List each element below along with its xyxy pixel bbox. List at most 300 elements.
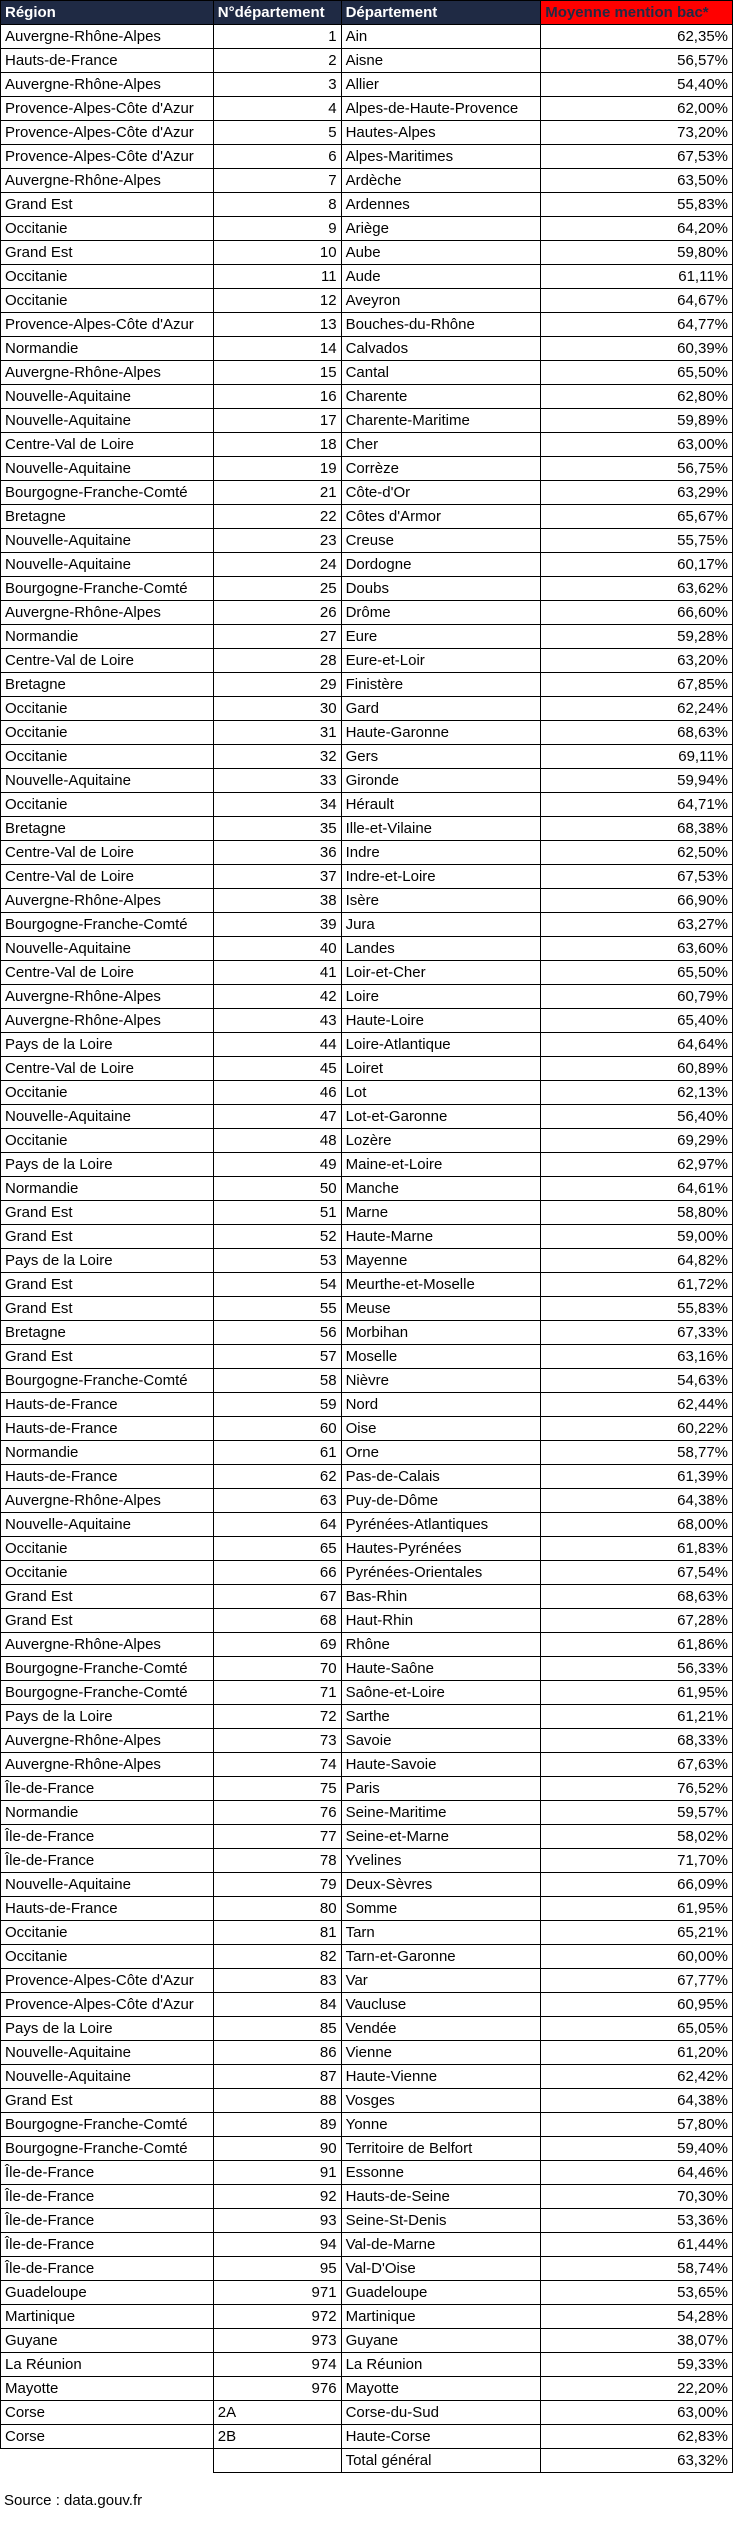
moyenne-cell[interactable]: 67,85% — [541, 673, 733, 697]
region-cell[interactable]: Bourgogne-Franche-Comté — [1, 1657, 214, 1681]
moyenne-cell[interactable]: 58,74% — [541, 2257, 733, 2281]
numero-cell[interactable]: 2B — [213, 2425, 341, 2449]
numero-cell[interactable]: 92 — [213, 2185, 341, 2209]
header-moyenne[interactable]: Moyenne mention bac* — [541, 1, 733, 25]
departement-cell[interactable]: Dordogne — [341, 553, 541, 577]
departement-cell[interactable]: Orne — [341, 1441, 541, 1465]
numero-cell[interactable]: 39 — [213, 913, 341, 937]
numero-cell[interactable]: 72 — [213, 1705, 341, 1729]
moyenne-cell[interactable]: 66,90% — [541, 889, 733, 913]
region-cell[interactable]: Occitanie — [1, 1561, 214, 1585]
departement-cell[interactable]: Vendée — [341, 2017, 541, 2041]
region-cell[interactable]: Nouvelle-Aquitaine — [1, 553, 214, 577]
departement-cell[interactable]: Gironde — [341, 769, 541, 793]
numero-cell[interactable]: 971 — [213, 2281, 341, 2305]
departement-cell[interactable]: Oise — [341, 1417, 541, 1441]
region-cell[interactable]: Normandie — [1, 625, 214, 649]
departement-cell[interactable]: Haute-Savoie — [341, 1753, 541, 1777]
numero-cell[interactable]: 49 — [213, 1153, 341, 1177]
numero-cell[interactable]: 88 — [213, 2089, 341, 2113]
moyenne-cell[interactable]: 59,33% — [541, 2353, 733, 2377]
numero-cell[interactable]: 61 — [213, 1441, 341, 1465]
departement-cell[interactable]: Ain — [341, 25, 541, 49]
departement-cell[interactable]: Aveyron — [341, 289, 541, 313]
departement-cell[interactable]: Corse-du-Sud — [341, 2401, 541, 2425]
region-cell[interactable]: Nouvelle-Aquitaine — [1, 409, 214, 433]
moyenne-cell[interactable]: 67,54% — [541, 1561, 733, 1585]
departement-cell[interactable]: Puy-de-Dôme — [341, 1489, 541, 1513]
departement-cell[interactable]: Morbihan — [341, 1321, 541, 1345]
moyenne-cell[interactable]: 55,83% — [541, 193, 733, 217]
departement-cell[interactable]: Doubs — [341, 577, 541, 601]
departement-cell[interactable]: Martinique — [341, 2305, 541, 2329]
departement-cell[interactable]: Seine-et-Marne — [341, 1825, 541, 1849]
numero-cell[interactable]: 4 — [213, 97, 341, 121]
numero-cell[interactable]: 89 — [213, 2113, 341, 2137]
departement-cell[interactable]: Sarthe — [341, 1705, 541, 1729]
numero-cell[interactable]: 38 — [213, 889, 341, 913]
total-value[interactable]: 63,32% — [541, 2449, 733, 2473]
region-cell[interactable]: Occitanie — [1, 265, 214, 289]
numero-cell[interactable]: 27 — [213, 625, 341, 649]
numero-cell[interactable]: 23 — [213, 529, 341, 553]
region-cell[interactable]: Bourgogne-Franche-Comté — [1, 1369, 214, 1393]
numero-cell[interactable]: 71 — [213, 1681, 341, 1705]
departement-cell[interactable]: Hauts-de-Seine — [341, 2185, 541, 2209]
region-cell[interactable]: Bretagne — [1, 1321, 214, 1345]
departement-cell[interactable]: Pas-de-Calais — [341, 1465, 541, 1489]
departement-cell[interactable]: Nord — [341, 1393, 541, 1417]
moyenne-cell[interactable]: 67,33% — [541, 1321, 733, 1345]
region-cell[interactable]: Bourgogne-Franche-Comté — [1, 2137, 214, 2161]
numero-cell[interactable]: 44 — [213, 1033, 341, 1057]
region-cell[interactable]: Auvergne-Rhône-Alpes — [1, 1729, 214, 1753]
numero-cell[interactable]: 70 — [213, 1657, 341, 1681]
moyenne-cell[interactable]: 58,80% — [541, 1201, 733, 1225]
region-cell[interactable]: Île-de-France — [1, 1825, 214, 1849]
region-cell[interactable]: Normandie — [1, 1177, 214, 1201]
region-cell[interactable]: Bretagne — [1, 673, 214, 697]
region-cell[interactable]: Provence-Alpes-Côte d'Azur — [1, 97, 214, 121]
departement-cell[interactable]: Aude — [341, 265, 541, 289]
moyenne-cell[interactable]: 60,17% — [541, 553, 733, 577]
moyenne-cell[interactable]: 65,50% — [541, 961, 733, 985]
numero-cell[interactable]: 10 — [213, 241, 341, 265]
region-cell[interactable]: Normandie — [1, 337, 214, 361]
departement-cell[interactable]: Haute-Corse — [341, 2425, 541, 2449]
region-cell[interactable]: Centre-Val de Loire — [1, 649, 214, 673]
numero-cell[interactable]: 69 — [213, 1633, 341, 1657]
numero-cell[interactable]: 36 — [213, 841, 341, 865]
region-cell[interactable]: Occitanie — [1, 1945, 214, 1969]
numero-cell[interactable]: 45 — [213, 1057, 341, 1081]
region-cell[interactable]: Grand Est — [1, 2089, 214, 2113]
numero-cell[interactable]: 9 — [213, 217, 341, 241]
moyenne-cell[interactable]: 59,00% — [541, 1225, 733, 1249]
region-cell[interactable]: Centre-Val de Loire — [1, 433, 214, 457]
moyenne-cell[interactable]: 63,27% — [541, 913, 733, 937]
moyenne-cell[interactable]: 63,16% — [541, 1345, 733, 1369]
numero-cell[interactable]: 33 — [213, 769, 341, 793]
moyenne-cell[interactable]: 64,77% — [541, 313, 733, 337]
region-cell[interactable]: Provence-Alpes-Côte d'Azur — [1, 313, 214, 337]
region-cell[interactable]: Pays de la Loire — [1, 1705, 214, 1729]
numero-cell[interactable]: 17 — [213, 409, 341, 433]
region-cell[interactable]: Corse — [1, 2401, 214, 2425]
moyenne-cell[interactable]: 61,95% — [541, 1897, 733, 1921]
moyenne-cell[interactable]: 54,40% — [541, 73, 733, 97]
numero-cell[interactable]: 974 — [213, 2353, 341, 2377]
region-cell[interactable]: Occitanie — [1, 1537, 214, 1561]
region-cell[interactable]: Nouvelle-Aquitaine — [1, 1873, 214, 1897]
numero-cell[interactable]: 29 — [213, 673, 341, 697]
numero-cell[interactable]: 84 — [213, 1993, 341, 2017]
numero-cell[interactable]: 25 — [213, 577, 341, 601]
departement-cell[interactable]: Eure — [341, 625, 541, 649]
departement-cell[interactable]: Aisne — [341, 49, 541, 73]
moyenne-cell[interactable]: 63,00% — [541, 433, 733, 457]
region-cell[interactable]: Occitanie — [1, 1081, 214, 1105]
numero-cell[interactable]: 78 — [213, 1849, 341, 1873]
region-cell[interactable]: Île-de-France — [1, 2257, 214, 2281]
moyenne-cell[interactable]: 64,82% — [541, 1249, 733, 1273]
departement-cell[interactable]: Gard — [341, 697, 541, 721]
moyenne-cell[interactable]: 64,46% — [541, 2161, 733, 2185]
numero-cell[interactable]: 73 — [213, 1729, 341, 1753]
region-cell[interactable]: Grand Est — [1, 1225, 214, 1249]
numero-cell[interactable]: 22 — [213, 505, 341, 529]
numero-cell[interactable]: 15 — [213, 361, 341, 385]
numero-cell[interactable]: 82 — [213, 1945, 341, 1969]
moyenne-cell[interactable]: 61,11% — [541, 265, 733, 289]
numero-cell[interactable]: 57 — [213, 1345, 341, 1369]
moyenne-cell[interactable]: 63,00% — [541, 2401, 733, 2425]
departement-cell[interactable]: Charente — [341, 385, 541, 409]
departement-cell[interactable]: Corrèze — [341, 457, 541, 481]
numero-cell[interactable]: 24 — [213, 553, 341, 577]
region-cell[interactable]: Nouvelle-Aquitaine — [1, 385, 214, 409]
moyenne-cell[interactable]: 62,13% — [541, 1081, 733, 1105]
moyenne-cell[interactable]: 22,20% — [541, 2377, 733, 2401]
region-cell[interactable]: Nouvelle-Aquitaine — [1, 2041, 214, 2065]
numero-cell[interactable]: 19 — [213, 457, 341, 481]
moyenne-cell[interactable]: 61,86% — [541, 1633, 733, 1657]
total-label[interactable]: Total général — [341, 2449, 541, 2473]
moyenne-cell[interactable]: 53,65% — [541, 2281, 733, 2305]
numero-cell[interactable]: 81 — [213, 1921, 341, 1945]
departement-cell[interactable]: Val-D'Oise — [341, 2257, 541, 2281]
numero-cell[interactable]: 90 — [213, 2137, 341, 2161]
moyenne-cell[interactable]: 59,57% — [541, 1801, 733, 1825]
region-cell[interactable]: Grand Est — [1, 1345, 214, 1369]
region-cell[interactable]: Centre-Val de Loire — [1, 961, 214, 985]
moyenne-cell[interactable]: 65,50% — [541, 361, 733, 385]
region-cell[interactable]: Provence-Alpes-Côte d'Azur — [1, 121, 214, 145]
moyenne-cell[interactable]: 61,72% — [541, 1273, 733, 1297]
region-cell[interactable]: Bourgogne-Franche-Comté — [1, 577, 214, 601]
departement-cell[interactable]: Haute-Garonne — [341, 721, 541, 745]
departement-cell[interactable]: Haute-Marne — [341, 1225, 541, 1249]
departement-cell[interactable]: Loir-et-Cher — [341, 961, 541, 985]
departement-cell[interactable]: Mayotte — [341, 2377, 541, 2401]
moyenne-cell[interactable]: 67,53% — [541, 145, 733, 169]
region-cell[interactable]: Nouvelle-Aquitaine — [1, 1105, 214, 1129]
moyenne-cell[interactable]: 60,79% — [541, 985, 733, 1009]
departement-cell[interactable]: Var — [341, 1969, 541, 1993]
region-cell[interactable]: Occitanie — [1, 793, 214, 817]
departement-cell[interactable]: Cantal — [341, 361, 541, 385]
departement-cell[interactable]: Meurthe-et-Moselle — [341, 1273, 541, 1297]
moyenne-cell[interactable]: 64,38% — [541, 2089, 733, 2113]
moyenne-cell[interactable]: 69,29% — [541, 1129, 733, 1153]
numero-cell[interactable]: 52 — [213, 1225, 341, 1249]
moyenne-cell[interactable]: 63,50% — [541, 169, 733, 193]
numero-cell[interactable]: 976 — [213, 2377, 341, 2401]
moyenne-cell[interactable]: 68,63% — [541, 721, 733, 745]
departement-cell[interactable]: Loiret — [341, 1057, 541, 1081]
moyenne-cell[interactable]: 64,64% — [541, 1033, 733, 1057]
region-cell[interactable]: Auvergne-Rhône-Alpes — [1, 1009, 214, 1033]
region-cell[interactable]: Bourgogne-Franche-Comté — [1, 2113, 214, 2137]
departement-cell[interactable]: Pyrénées-Orientales — [341, 1561, 541, 1585]
region-cell[interactable]: Auvergne-Rhône-Alpes — [1, 1753, 214, 1777]
region-cell[interactable]: Nouvelle-Aquitaine — [1, 2065, 214, 2089]
moyenne-cell[interactable]: 68,38% — [541, 817, 733, 841]
numero-cell[interactable]: 91 — [213, 2161, 341, 2185]
departement-cell[interactable]: Ardèche — [341, 169, 541, 193]
region-cell[interactable]: Occitanie — [1, 697, 214, 721]
departement-cell[interactable]: Indre — [341, 841, 541, 865]
departement-cell[interactable]: Vaucluse — [341, 1993, 541, 2017]
moyenne-cell[interactable]: 64,67% — [541, 289, 733, 313]
departement-cell[interactable]: Vosges — [341, 2089, 541, 2113]
numero-cell[interactable]: 48 — [213, 1129, 341, 1153]
region-cell[interactable]: Mayotte — [1, 2377, 214, 2401]
numero-cell[interactable]: 55 — [213, 1297, 341, 1321]
moyenne-cell[interactable]: 61,83% — [541, 1537, 733, 1561]
region-cell[interactable]: Auvergne-Rhône-Alpes — [1, 889, 214, 913]
departement-cell[interactable]: Yvelines — [341, 1849, 541, 1873]
numero-cell[interactable]: 59 — [213, 1393, 341, 1417]
departement-cell[interactable]: Haut-Rhin — [341, 1609, 541, 1633]
departement-cell[interactable]: Tarn-et-Garonne — [341, 1945, 541, 1969]
numero-cell[interactable]: 972 — [213, 2305, 341, 2329]
departement-cell[interactable]: Saône-et-Loire — [341, 1681, 541, 1705]
departement-cell[interactable]: Alpes-de-Haute-Provence — [341, 97, 541, 121]
numero-cell[interactable]: 60 — [213, 1417, 341, 1441]
departement-cell[interactable]: Nièvre — [341, 1369, 541, 1393]
moyenne-cell[interactable]: 56,33% — [541, 1657, 733, 1681]
region-cell[interactable]: Normandie — [1, 1801, 214, 1825]
departement-cell[interactable]: Moselle — [341, 1345, 541, 1369]
moyenne-cell[interactable]: 67,77% — [541, 1969, 733, 1993]
region-cell[interactable]: Pays de la Loire — [1, 1249, 214, 1273]
region-cell[interactable]: Guyane — [1, 2329, 214, 2353]
departement-cell[interactable]: Meuse — [341, 1297, 541, 1321]
region-cell[interactable]: Grand Est — [1, 241, 214, 265]
moyenne-cell[interactable]: 53,36% — [541, 2209, 733, 2233]
departement-cell[interactable]: Indre-et-Loire — [341, 865, 541, 889]
numero-cell[interactable]: 75 — [213, 1777, 341, 1801]
region-cell[interactable]: Provence-Alpes-Côte d'Azur — [1, 1993, 214, 2017]
departement-cell[interactable]: Bas-Rhin — [341, 1585, 541, 1609]
region-cell[interactable]: Île-de-France — [1, 2185, 214, 2209]
numero-cell[interactable]: 56 — [213, 1321, 341, 1345]
numero-cell[interactable]: 86 — [213, 2041, 341, 2065]
moyenne-cell[interactable]: 70,30% — [541, 2185, 733, 2209]
moyenne-cell[interactable]: 54,28% — [541, 2305, 733, 2329]
region-cell[interactable]: Centre-Val de Loire — [1, 1057, 214, 1081]
moyenne-cell[interactable]: 60,95% — [541, 1993, 733, 2017]
moyenne-cell[interactable]: 56,75% — [541, 457, 733, 481]
numero-cell[interactable]: 41 — [213, 961, 341, 985]
moyenne-cell[interactable]: 60,22% — [541, 1417, 733, 1441]
departement-cell[interactable]: Ardennes — [341, 193, 541, 217]
region-cell[interactable]: Occitanie — [1, 1921, 214, 1945]
region-cell[interactable]: Pays de la Loire — [1, 2017, 214, 2041]
moyenne-cell[interactable]: 62,24% — [541, 697, 733, 721]
region-cell[interactable]: Île-de-France — [1, 1849, 214, 1873]
region-cell[interactable]: Occitanie — [1, 721, 214, 745]
region-cell[interactable]: Nouvelle-Aquitaine — [1, 457, 214, 481]
moyenne-cell[interactable]: 38,07% — [541, 2329, 733, 2353]
departement-cell[interactable]: Essonne — [341, 2161, 541, 2185]
numero-cell[interactable]: 66 — [213, 1561, 341, 1585]
moyenne-cell[interactable]: 64,61% — [541, 1177, 733, 1201]
numero-cell[interactable]: 53 — [213, 1249, 341, 1273]
departement-cell[interactable]: Côtes d'Armor — [341, 505, 541, 529]
region-cell[interactable]: Auvergne-Rhône-Alpes — [1, 361, 214, 385]
moyenne-cell[interactable]: 62,00% — [541, 97, 733, 121]
moyenne-cell[interactable]: 62,80% — [541, 385, 733, 409]
moyenne-cell[interactable]: 62,50% — [541, 841, 733, 865]
numero-cell[interactable]: 67 — [213, 1585, 341, 1609]
region-cell[interactable]: Auvergne-Rhône-Alpes — [1, 985, 214, 1009]
departement-cell[interactable]: Finistère — [341, 673, 541, 697]
numero-cell[interactable]: 3 — [213, 73, 341, 97]
region-cell[interactable]: Île-de-France — [1, 1777, 214, 1801]
moyenne-cell[interactable]: 54,63% — [541, 1369, 733, 1393]
departement-cell[interactable]: Alpes-Maritimes — [341, 145, 541, 169]
moyenne-cell[interactable]: 56,40% — [541, 1105, 733, 1129]
moyenne-cell[interactable]: 65,40% — [541, 1009, 733, 1033]
region-cell[interactable]: Occitanie — [1, 217, 214, 241]
departement-cell[interactable]: Pyrénées-Atlantiques — [341, 1513, 541, 1537]
moyenne-cell[interactable]: 66,60% — [541, 601, 733, 625]
numero-cell[interactable]: 12 — [213, 289, 341, 313]
header-departement[interactable]: Département — [341, 1, 541, 25]
moyenne-cell[interactable]: 64,71% — [541, 793, 733, 817]
departement-cell[interactable]: Hérault — [341, 793, 541, 817]
moyenne-cell[interactable]: 61,21% — [541, 1705, 733, 1729]
numero-cell[interactable]: 31 — [213, 721, 341, 745]
departement-cell[interactable]: Tarn — [341, 1921, 541, 1945]
region-cell[interactable]: Grand Est — [1, 1201, 214, 1225]
region-cell[interactable]: Nouvelle-Aquitaine — [1, 937, 214, 961]
region-cell[interactable]: Île-de-France — [1, 2161, 214, 2185]
region-cell[interactable]: Occitanie — [1, 289, 214, 313]
moyenne-cell[interactable]: 58,02% — [541, 1825, 733, 1849]
moyenne-cell[interactable]: 64,20% — [541, 217, 733, 241]
departement-cell[interactable]: Maine-et-Loire — [341, 1153, 541, 1177]
moyenne-cell[interactable]: 59,40% — [541, 2137, 733, 2161]
moyenne-cell[interactable]: 61,39% — [541, 1465, 733, 1489]
departement-cell[interactable]: Savoie — [341, 1729, 541, 1753]
numero-cell[interactable]: 2 — [213, 49, 341, 73]
moyenne-cell[interactable]: 59,80% — [541, 241, 733, 265]
numero-cell[interactable]: 77 — [213, 1825, 341, 1849]
moyenne-cell[interactable]: 57,80% — [541, 2113, 733, 2137]
departement-cell[interactable]: Isère — [341, 889, 541, 913]
region-cell[interactable]: Hauts-de-France — [1, 49, 214, 73]
moyenne-cell[interactable]: 65,67% — [541, 505, 733, 529]
region-cell[interactable]: Bourgogne-Franche-Comté — [1, 913, 214, 937]
moyenne-cell[interactable]: 55,75% — [541, 529, 733, 553]
departement-cell[interactable]: Hautes-Pyrénées — [341, 1537, 541, 1561]
departement-cell[interactable]: Hautes-Alpes — [341, 121, 541, 145]
numero-cell[interactable]: 65 — [213, 1537, 341, 1561]
moyenne-cell[interactable]: 64,38% — [541, 1489, 733, 1513]
moyenne-cell[interactable]: 63,60% — [541, 937, 733, 961]
numero-cell[interactable]: 87 — [213, 2065, 341, 2089]
numero-cell[interactable]: 74 — [213, 1753, 341, 1777]
moyenne-cell[interactable]: 71,70% — [541, 1849, 733, 1873]
numero-cell[interactable]: 63 — [213, 1489, 341, 1513]
departement-cell[interactable]: Calvados — [341, 337, 541, 361]
region-cell[interactable]: Centre-Val de Loire — [1, 841, 214, 865]
departement-cell[interactable]: Paris — [341, 1777, 541, 1801]
moyenne-cell[interactable]: 59,89% — [541, 409, 733, 433]
region-cell[interactable]: Martinique — [1, 2305, 214, 2329]
numero-cell[interactable]: 8 — [213, 193, 341, 217]
moyenne-cell[interactable]: 67,63% — [541, 1753, 733, 1777]
region-cell[interactable]: Centre-Val de Loire — [1, 865, 214, 889]
region-cell[interactable]: Grand Est — [1, 1585, 214, 1609]
moyenne-cell[interactable]: 76,52% — [541, 1777, 733, 1801]
moyenne-cell[interactable]: 61,44% — [541, 2233, 733, 2257]
region-cell[interactable]: Bretagne — [1, 505, 214, 529]
moyenne-cell[interactable]: 58,77% — [541, 1441, 733, 1465]
region-cell[interactable]: Bourgogne-Franche-Comté — [1, 481, 214, 505]
departement-cell[interactable]: Seine-St-Denis — [341, 2209, 541, 2233]
moyenne-cell[interactable]: 67,28% — [541, 1609, 733, 1633]
moyenne-cell[interactable]: 73,20% — [541, 121, 733, 145]
region-cell[interactable]: Pays de la Loire — [1, 1033, 214, 1057]
region-cell[interactable]: Grand Est — [1, 1297, 214, 1321]
departement-cell[interactable]: Gers — [341, 745, 541, 769]
numero-cell[interactable]: 21 — [213, 481, 341, 505]
numero-cell[interactable]: 76 — [213, 1801, 341, 1825]
numero-cell[interactable]: 28 — [213, 649, 341, 673]
departement-cell[interactable]: Drôme — [341, 601, 541, 625]
region-cell[interactable]: Corse — [1, 2425, 214, 2449]
departement-cell[interactable]: Territoire de Belfort — [341, 2137, 541, 2161]
region-cell[interactable]: Hauts-de-France — [1, 1393, 214, 1417]
departement-cell[interactable]: Allier — [341, 73, 541, 97]
numero-cell[interactable]: 6 — [213, 145, 341, 169]
departement-cell[interactable]: Côte-d'Or — [341, 481, 541, 505]
numero-cell[interactable]: 13 — [213, 313, 341, 337]
numero-cell[interactable]: 64 — [213, 1513, 341, 1537]
moyenne-cell[interactable]: 65,05% — [541, 2017, 733, 2041]
numero-cell[interactable]: 30 — [213, 697, 341, 721]
region-cell[interactable]: Hauts-de-France — [1, 1417, 214, 1441]
numero-cell[interactable]: 26 — [213, 601, 341, 625]
region-cell[interactable]: Bourgogne-Franche-Comté — [1, 1681, 214, 1705]
header-region[interactable]: Région — [1, 1, 214, 25]
numero-cell[interactable]: 58 — [213, 1369, 341, 1393]
departement-cell[interactable]: Somme — [341, 1897, 541, 1921]
